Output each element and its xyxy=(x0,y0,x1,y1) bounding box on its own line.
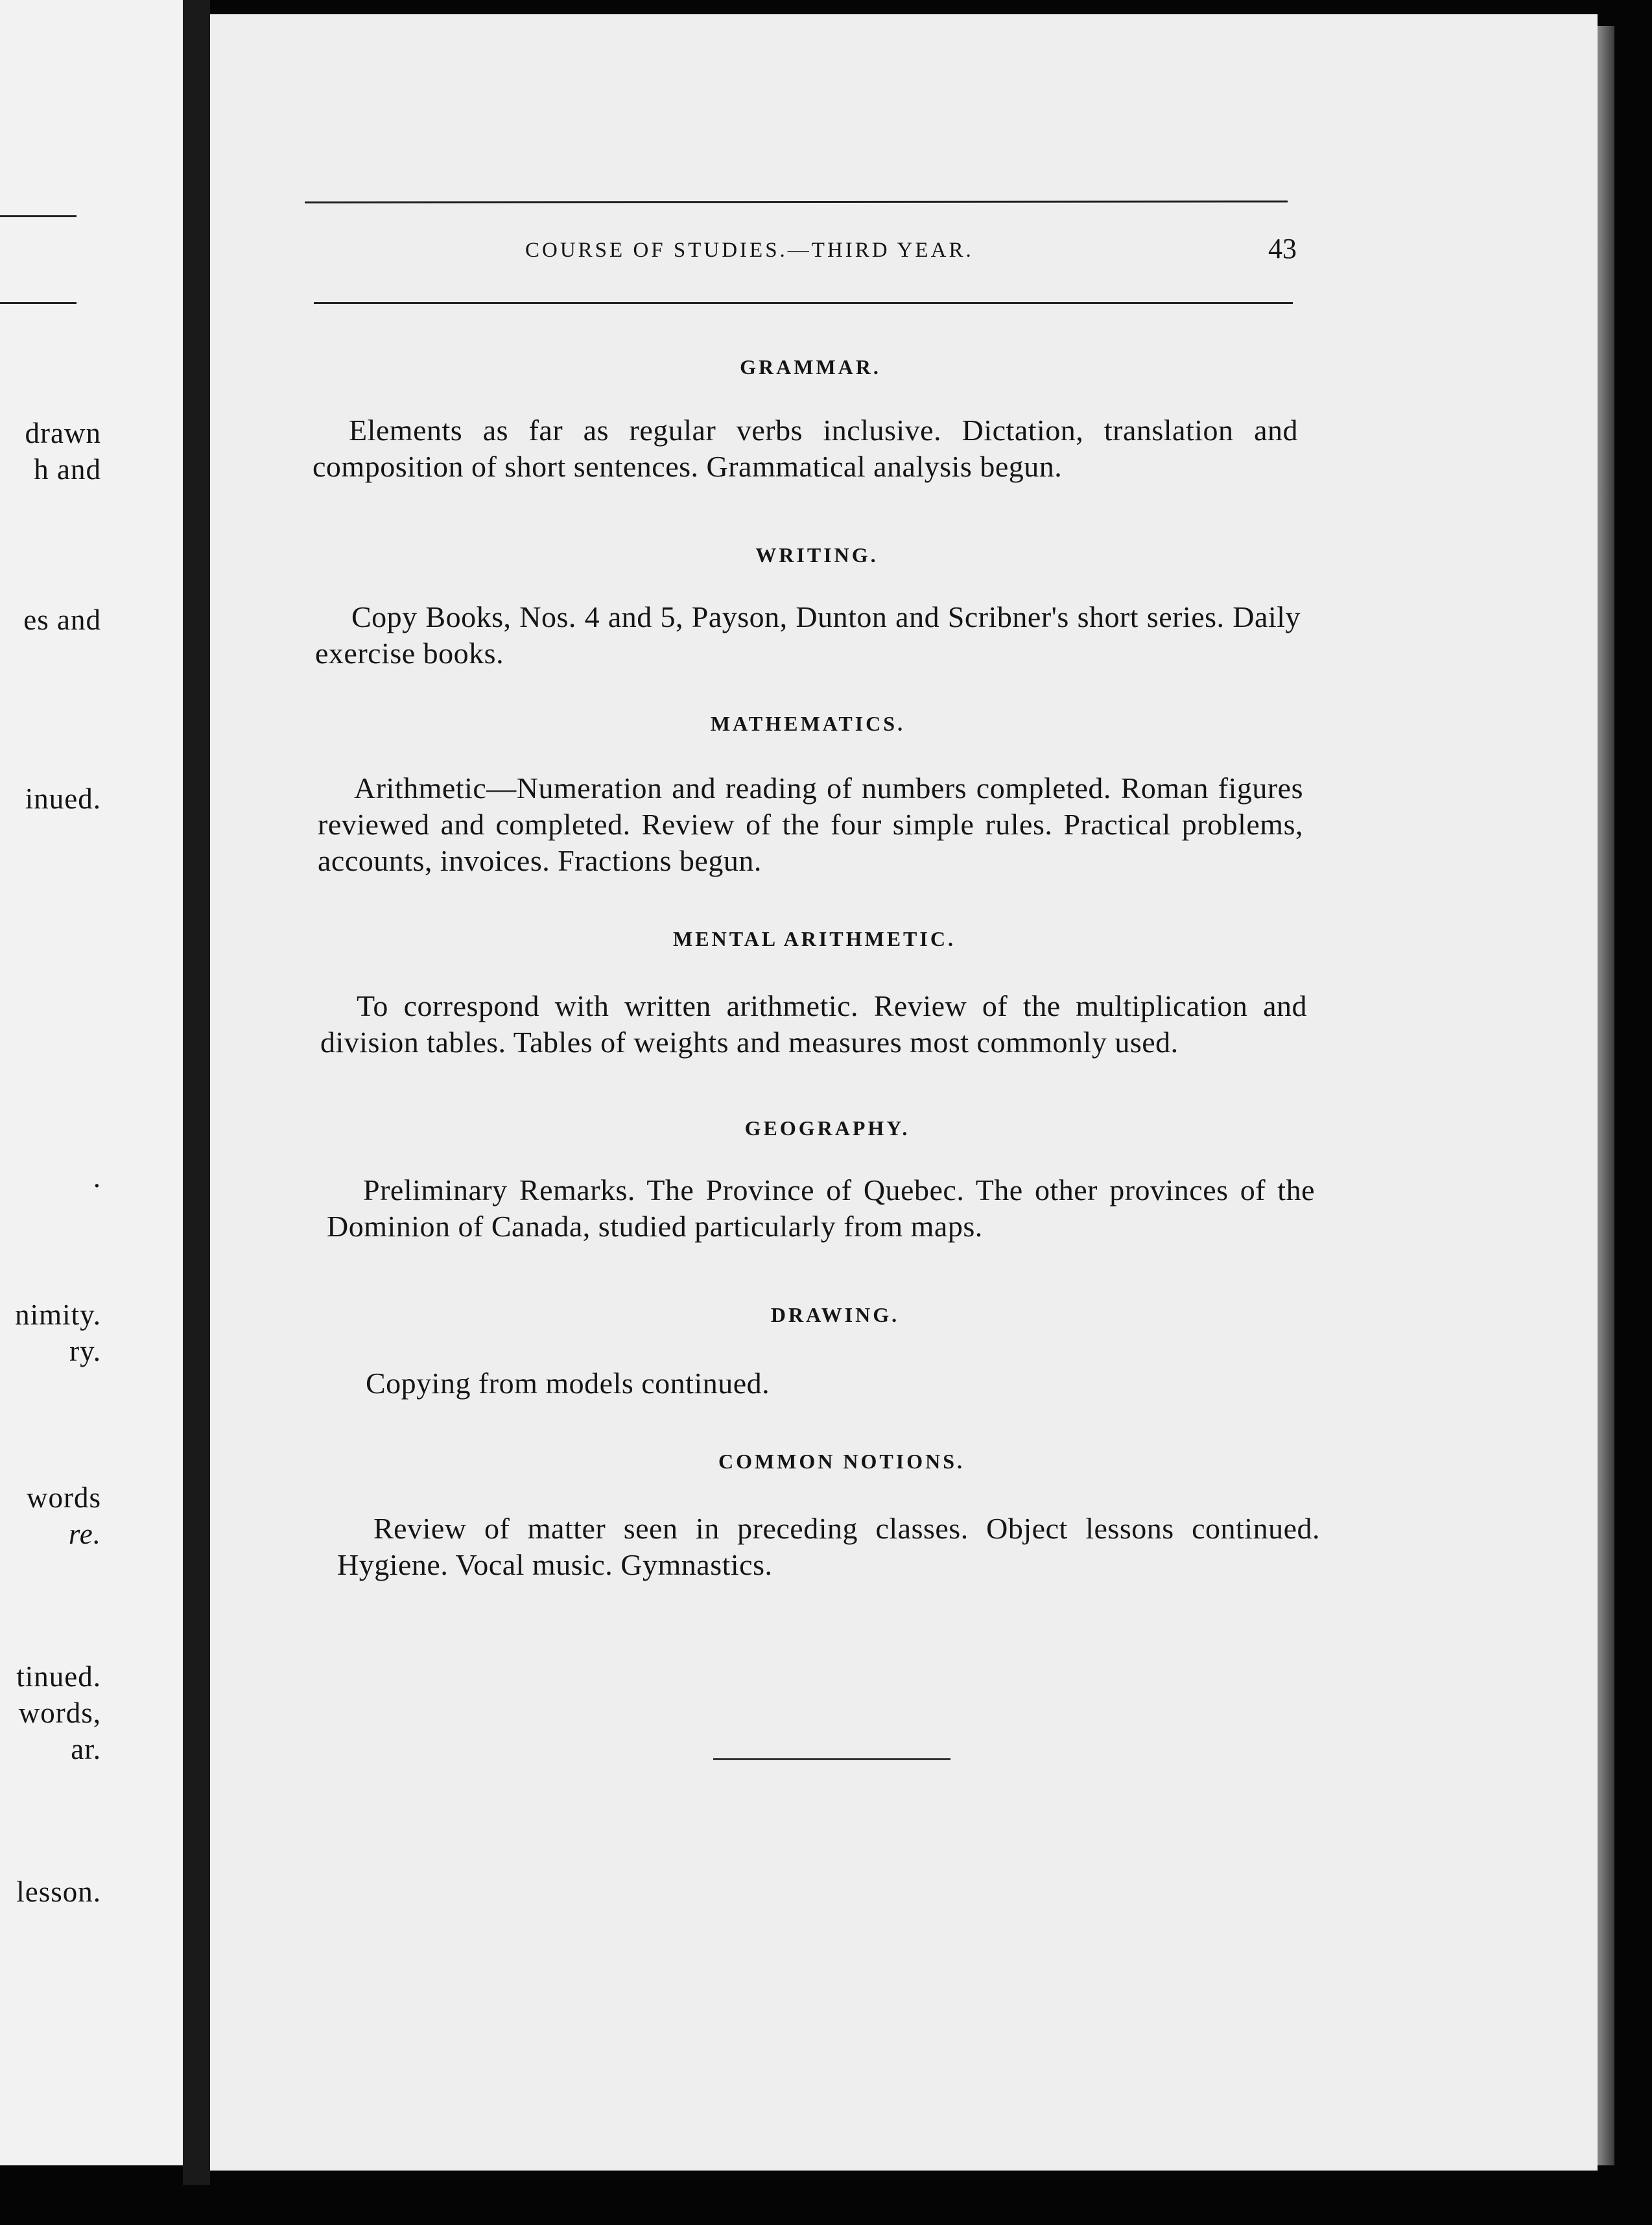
section-heading-drawing: DRAWING. xyxy=(770,1303,900,1326)
section-text-mathematics xyxy=(318,770,1303,879)
end-rule xyxy=(713,1758,950,1760)
section-text: Copy Books, Nos. 4 and 5, Payson, Dunton and Scribner's short series. Daily exercise books. xyxy=(315,600,1301,670)
section-heading-writing: WRITING. xyxy=(755,543,879,567)
page-edge xyxy=(1598,26,1614,2165)
main-page xyxy=(210,14,1598,2171)
left-page-rule-bottom xyxy=(0,302,77,304)
section-heading-mathematics: MATHEMATICS. xyxy=(710,712,906,735)
section-text-writing xyxy=(315,599,1301,672)
left-page-line: es and xyxy=(23,604,101,636)
section-text: To correspond with written arithmetic. Review of the multiplication and division tables. Tables of weights and measures most commonly used. xyxy=(320,989,1307,1059)
section-text: Arithmetic—Numeration and reading of numbers completed. Roman figures reviewed and completed. Review of the four simple rules. Practical problems, accounts, invoices. Fractions begun. xyxy=(318,771,1303,877)
left-page-line: ar. xyxy=(71,1733,101,1765)
section-heading-common-notions: COMMON NOTIONS. xyxy=(718,1450,965,1473)
left-page-line: . xyxy=(93,1161,101,1194)
left-page-line: lesson. xyxy=(16,1876,101,1908)
left-page-line: words xyxy=(27,1481,101,1514)
section-heading-mental-arithmetic: MENTAL ARITHMETIC. xyxy=(673,927,956,950)
section-text: Copying from models continued. xyxy=(366,1367,770,1400)
left-page-line: ry. xyxy=(69,1335,101,1367)
section-text-geography xyxy=(327,1172,1315,1245)
running-head xyxy=(305,233,1297,277)
section-heading-grammar: GRAMMAR. xyxy=(740,355,881,379)
section-text-drawing xyxy=(329,1365,1315,1402)
section-text-mental-arithmetic xyxy=(320,988,1307,1061)
section-text: Preliminary Remarks. The Province of Quebec. The other provinces of the Dominion of Canada, studied particularly from maps. xyxy=(327,1173,1315,1243)
header-rule-bottom xyxy=(314,302,1293,304)
left-page-line: drawn xyxy=(25,417,101,449)
section-text: Review of matter seen in preceding classes. Object lessons continued. Hygiene. Vocal music. Gymnastics. xyxy=(337,1512,1320,1581)
left-page-line: tinued. xyxy=(16,1660,101,1693)
section-text-common-notions xyxy=(337,1511,1320,1583)
left-page-line: words, xyxy=(18,1697,101,1729)
section-heading-geography: GEOGRAPHY. xyxy=(744,1116,910,1140)
book-gutter xyxy=(183,0,210,2185)
left-page-line: h and xyxy=(34,453,101,486)
left-page-line: re. xyxy=(68,1518,101,1550)
left-page-line: inued. xyxy=(25,783,101,815)
section-text: Elements as far as regular verbs inclusive. Dictation, translation and composition of short sentences. Grammatical analysis begun. xyxy=(313,414,1298,483)
page-number: 43 xyxy=(1268,233,1297,265)
left-page-fragment xyxy=(0,0,183,2165)
left-page-line: nimity. xyxy=(15,1299,101,1331)
running-title: COURSE OF STUDIES.—THIRD YEAR. xyxy=(525,239,974,262)
left-page-rule-top xyxy=(0,215,77,217)
section-text-grammar xyxy=(313,412,1298,485)
